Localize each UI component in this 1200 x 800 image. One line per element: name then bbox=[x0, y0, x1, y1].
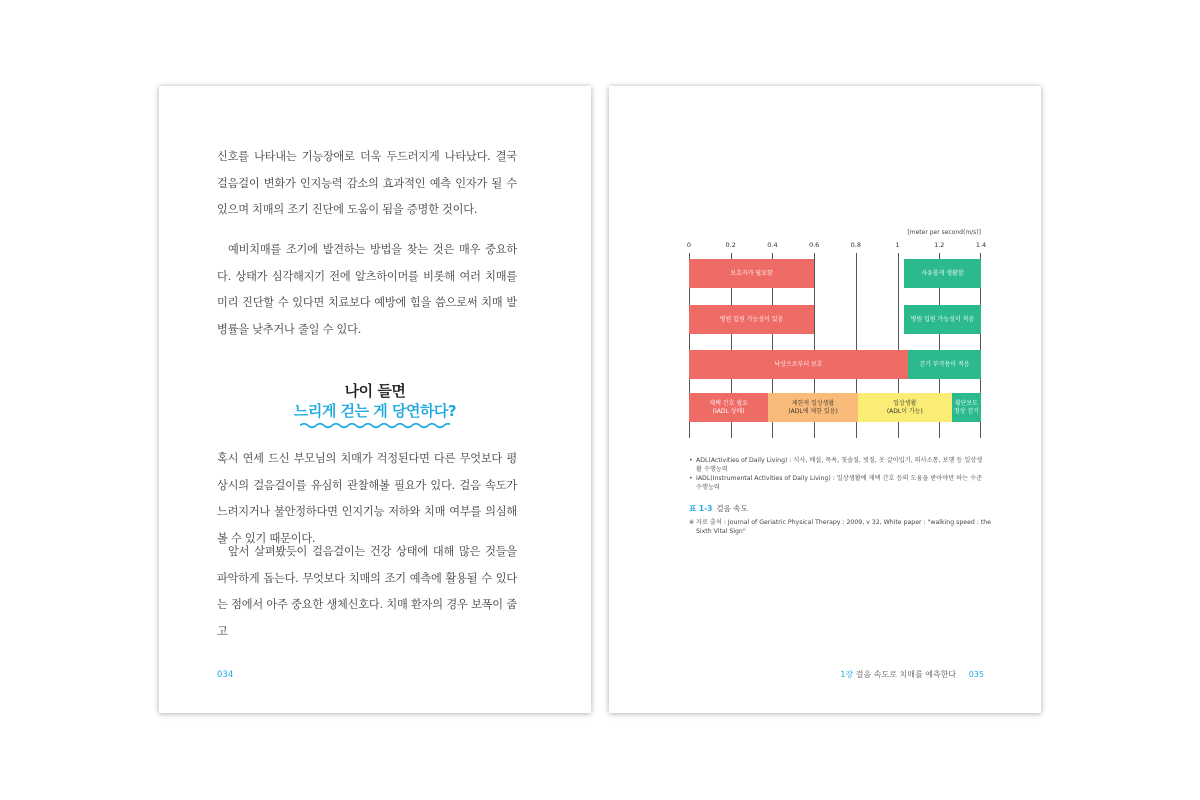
source-text: 자료 출처 : Journal of Geriatric Physical Therapy : 2009, v 32, White paper : "walking speed : the Sixth Vital Sign" bbox=[696, 519, 991, 535]
note-adl: • ADL(Activities of Daily Living) : 식사, 배설, 목욕, 칫솔질, 빗질, 옷 갈아입기, 의사소통, 보행 등 일상생활 수행능력 bbox=[689, 456, 985, 474]
chart-bar-label: 제한적 일상생활 (ADL에 제한 있음) bbox=[788, 399, 838, 415]
x-tick-label: 1.2 bbox=[934, 241, 945, 249]
x-tick-label: 0.4 bbox=[767, 241, 778, 249]
body-paragraph: 혹시 연세 드신 부모님의 치매가 걱정된다면 다른 무엇보다 평상시의 걸음걸이를 유심히 관찰해볼 필요가 있다. 걸음 속도가 느려지거나 불안정하다면 인지기능 저하와 치매 여부를 의심해볼 수 있기 때문이다. bbox=[217, 452, 517, 545]
x-tick-label: 0.8 bbox=[850, 241, 862, 249]
chart-bar-label: 걷기 부작용이 적음 bbox=[919, 360, 970, 368]
chart-unit-label: [meter per second(m/s)] bbox=[907, 229, 981, 236]
chart-bar bbox=[904, 305, 981, 334]
chart-bar-label: 병원 입원 가능성이 적음 bbox=[910, 315, 975, 323]
body-paragraph: 앞서 살펴봤듯이 걸음걸이는 건강 상태에 대해 많은 것들을 파악하게 돕는다. 무엇보다 치매의 조기 예측에 활용될 수 있다는 점에서 아주 중요한 생체신호다. 치매 환자의 경우 보폭이 줍고 bbox=[217, 545, 517, 638]
chart-bar bbox=[689, 259, 814, 288]
footer-chapter: 1장 bbox=[840, 670, 854, 679]
chart-bar bbox=[689, 350, 908, 379]
section-heading bbox=[159, 381, 591, 429]
x-tick-label: 0.6 bbox=[808, 241, 820, 249]
chart-bar-label: 낙상으로부터 보호 bbox=[774, 360, 823, 368]
chart-bar-label: 횡단보도 정상 걷기 bbox=[953, 399, 979, 415]
chart-bar bbox=[689, 393, 768, 422]
walking-speed-chart bbox=[686, 229, 987, 438]
table-caption bbox=[689, 503, 748, 514]
x-tick-label: 1.4 bbox=[975, 241, 987, 249]
running-footer bbox=[840, 669, 984, 680]
left-page bbox=[159, 86, 591, 713]
chart-bar-label: 일상생활 (ADL이 가능) bbox=[886, 399, 923, 415]
section-heading-line1: 나이 들면 bbox=[344, 382, 406, 400]
chart-notes bbox=[689, 456, 985, 492]
chart-bar bbox=[689, 305, 814, 334]
chart-bar-label: 병원 입원 가능성이 있음 bbox=[719, 315, 784, 323]
chart-bar bbox=[908, 350, 981, 379]
chart-bar bbox=[858, 393, 952, 422]
page-number: 035 bbox=[968, 670, 984, 679]
body-paragraph: 예비치매를 조기에 발견하는 방법을 찾는 것은 매우 중요하다. 상태가 심각해지기 전에 알츠하이머를 비롯해 여러 치매를 미리 진단할 수 있다면 치료보다 예방에 힘을 씀으로써 치매 발병률을 낮추거나 줄일 수 있다. bbox=[217, 243, 517, 336]
chart-bar bbox=[904, 259, 981, 288]
wave-decoration bbox=[300, 422, 450, 429]
x-tick-label: 1 bbox=[895, 241, 900, 249]
section-heading-line2: 느리게 걷는 게 당연하다? bbox=[293, 402, 457, 420]
chart-bar bbox=[768, 393, 858, 422]
chart-bar-label: 보호자가 필요함 bbox=[730, 269, 773, 277]
note-iadl: • IADL(Instrumental Activities of Daily Living) : 일상생활에 재택 간호 등의 도움을 받아야만 하는 수준 수행능력 bbox=[689, 474, 985, 492]
source-note bbox=[689, 518, 992, 536]
right-page bbox=[609, 86, 1041, 713]
chart-bar-label: 자유롭게 생활함 bbox=[921, 269, 964, 277]
footer-title: 걸음 속도로 치매를 예측한다 bbox=[855, 670, 957, 679]
table-label: 표 1-3 bbox=[689, 504, 713, 513]
chart-bar-label: 재택 간호 필요 (IADL 상태) bbox=[709, 399, 748, 415]
source-mark: ※ bbox=[689, 519, 695, 526]
x-tick-label: 0 bbox=[686, 241, 692, 249]
page-number: 034 bbox=[217, 670, 234, 680]
body-paragraph: 신호를 나타내는 기능장애로 더욱 두드러지게 나타났다. 결국 걸음걸이 변화가 인지능력 감소의 효과적인 예측 인자가 될 수 있으며 치매의 조기 진단에 도움이 됨을 증명한 것이다. bbox=[217, 150, 517, 216]
x-tick-label: 0.2 bbox=[725, 241, 736, 249]
chart-bar bbox=[952, 393, 981, 422]
table-title: 걸음 속도 bbox=[716, 504, 748, 513]
